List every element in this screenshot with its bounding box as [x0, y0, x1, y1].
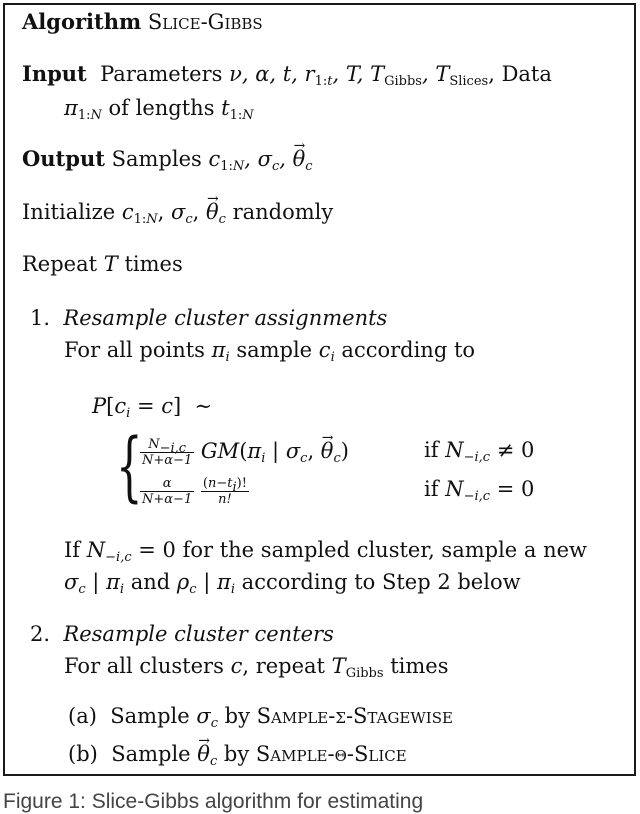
step2-for-all-line: For all clusters c, repeat $T_{Gibbs}$ times — [64, 654, 449, 681]
input-data-word: Data — [501, 62, 552, 86]
step2a-line: (a) Sample $\sigma_c$ by Sample-σ-Stagewise — [68, 704, 453, 731]
case1-if: if — [424, 438, 439, 462]
repeat-suffix: times — [124, 252, 183, 276]
step2a-by: by — [224, 704, 250, 728]
case2-expression: $\frac{\alpha}{N+\alpha-1}$ $\frac{(n-t_i)!}{n!}$ — [142, 476, 247, 507]
input-label: Input — [22, 61, 87, 86]
step2a-method: Sample-σ-Stagewise — [256, 704, 453, 728]
output-label: Output — [22, 146, 105, 171]
step1-note-line-1: If $N_{-i,c} = 0$ for the sampled cluster, sample a new — [64, 538, 588, 565]
step2-repeat: repeat — [255, 654, 325, 678]
step2b-line: (b) Sample → $\theta_c$ by Sample-θ-Slice — [68, 741, 407, 767]
initialize-prefix: Initialize — [22, 200, 116, 224]
repeat-line: Repeat T times — [22, 252, 183, 276]
probability-expression: $P[c_i = c]$ ∼ — [92, 394, 213, 421]
step2-title: Resample cluster centers — [63, 622, 334, 646]
initialize-line: Initialize $c_{1:N}$, $\sigma_c$, → $\theta_c$ randomly — [22, 199, 333, 225]
case1-condition: if $N_{-i,c} \ne 0$ — [424, 438, 535, 465]
note1-if: If — [64, 538, 81, 562]
note2-text: according to Step 2 below — [241, 570, 521, 594]
algorithm-title — [22, 9, 263, 35]
case2-condition: if $N_{-i,c} = 0$ — [424, 477, 535, 504]
step1-for-all-line: For all points $\pi_i$ sample $c_i$ according to — [64, 338, 476, 365]
step2-number: 2. — [30, 622, 51, 646]
step2b-label: (b) — [68, 742, 98, 766]
step2-for-all: For all clusters — [64, 654, 224, 678]
step1-title: Resample cluster assignments — [63, 306, 388, 330]
output-text: Samples — [111, 147, 202, 171]
step1-according: according to — [341, 338, 476, 362]
algorithm-heading-word: Algorithm — [22, 9, 142, 34]
case2-if: if — [424, 477, 439, 501]
step2-times: times — [390, 654, 449, 678]
note1-text: for the sampled cluster, sample a new — [182, 538, 588, 562]
figure-caption: Figure 1: Slice-Gibbs algorithm for estimating — [3, 790, 424, 813]
step1-note-line-2: $\sigma_c$ | $\pi_i$ and $\rho_c$ | $\pi_i$ according to Step 2 below — [64, 570, 521, 597]
input-line-1: Input Parameters ν, α, t, $r_{1:t}$, T, $T_{Gibbs}$, $T_{Slices}$, Data — [22, 61, 552, 89]
case1-expression: $\frac{N_{-i,c}}{N+\alpha-1}$ $GM(\pi_i$ | $\sigma_c$, → $\theta_c$) — [140, 437, 349, 468]
repeat-prefix: Repeat — [22, 252, 98, 276]
step1-heading — [30, 305, 387, 331]
cases-brace: { — [116, 421, 143, 510]
output-line: Output Samples $c_{1:N}$, $\sigma_c$, → $\theta_c$ — [22, 146, 313, 172]
step2b-by: by — [223, 742, 250, 766]
step1-for-all: For all points — [64, 338, 205, 362]
initialize-suffix: randomly — [232, 200, 334, 224]
step1-sample: sample — [236, 338, 313, 362]
input-lengths-text: of lengths — [108, 96, 215, 120]
step2a-text: Sample — [110, 704, 190, 728]
note2-and: and — [130, 570, 171, 594]
step2b-method: Sample-θ-Slice — [255, 742, 407, 766]
step2b-text: Sample — [111, 742, 191, 766]
step2a-label: (a) — [68, 704, 97, 728]
step2-heading — [30, 621, 334, 647]
step1-number: 1. — [30, 306, 51, 330]
input-params-prefix: Parameters — [100, 62, 223, 86]
input-line-2: $\pi_{1:N}$ of lengths $t_{1:N}$ — [64, 96, 254, 123]
algorithm-name: Slice-Gibbs — [147, 10, 263, 34]
